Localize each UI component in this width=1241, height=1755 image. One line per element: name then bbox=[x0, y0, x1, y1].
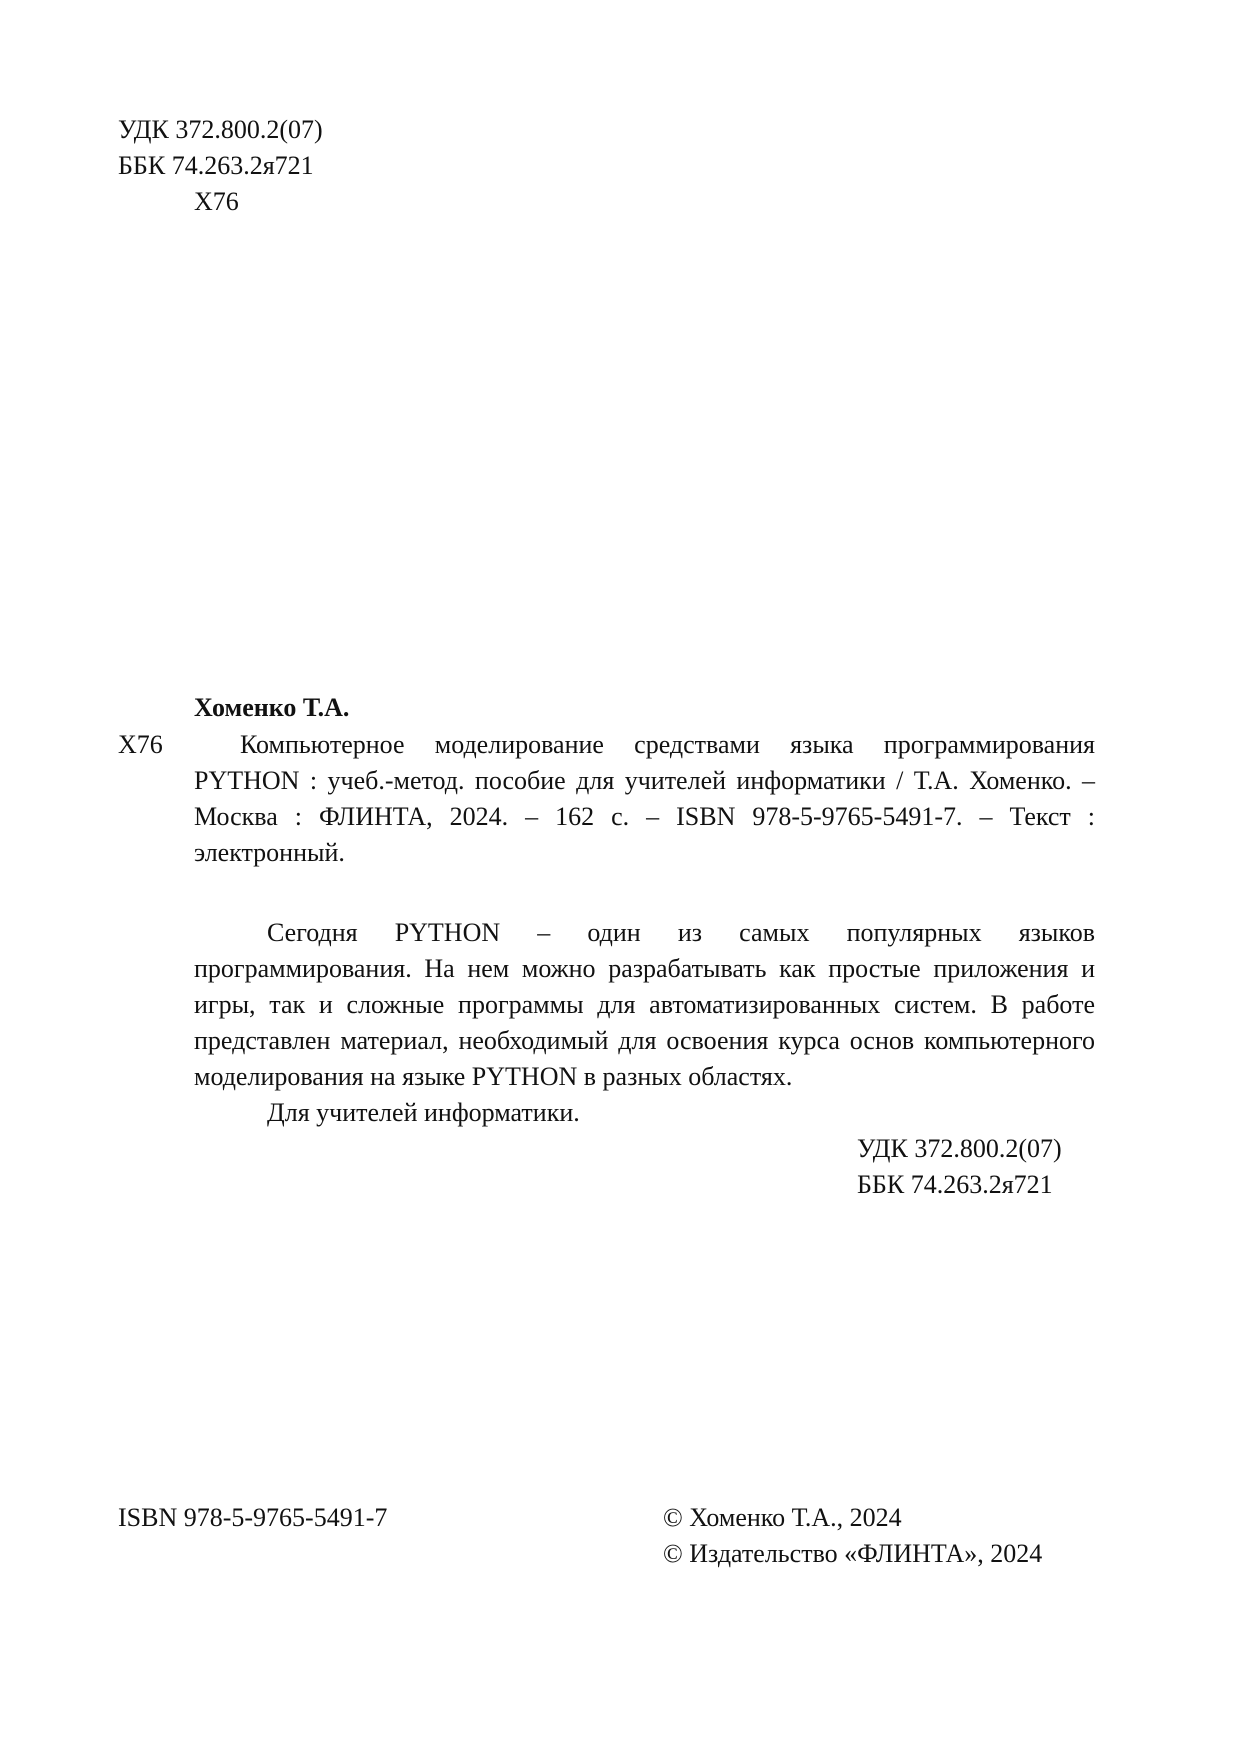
author-cutter-code: Х76 bbox=[194, 187, 239, 216]
bbk-code-bottom: ББК 74.263.2я721 bbox=[857, 1170, 1053, 1199]
bbk-code: ББК 74.263.2я721 bbox=[118, 151, 314, 180]
bibliographic-entry bbox=[194, 727, 1095, 871]
bibliography-cutter-code: Х76 bbox=[118, 730, 163, 759]
top-classification-codes bbox=[118, 112, 323, 220]
udk-code-bottom: УДК 372.800.2(07) bbox=[857, 1134, 1062, 1163]
annotation bbox=[194, 915, 1095, 1131]
bibliographic-entry-text: Компьютерное моделирование средствами языка программирования PYTHON : учеб.-метод. пособие для учителей информатики / Т.А. Хоменко. – Москва : ФЛИНТА, 2024. – 162 с. – ISBN 978-5-9765-5491-7. – Текст : электронный. bbox=[194, 730, 1095, 867]
isbn-number: ISBN 978-5-9765-5491-7 bbox=[118, 1503, 388, 1532]
annotation-paragraph: Сегодня PYTHON – один из самых популярных языков программирования. На нем можно разрабатывать как простые приложения и игры, так и сложные программы для автоматизированных систем. В работе представлен материал, необходимый для освоения курса основ компьютерного моделирования на языке PYTHON в разных областях. bbox=[194, 918, 1095, 1091]
copyright-block bbox=[663, 1500, 1042, 1572]
copyright-publisher: © Издательство «ФЛИНТА», 2024 bbox=[663, 1539, 1043, 1568]
author-heading: Хоменко Т.А. bbox=[194, 693, 350, 722]
copyright-author: © Хоменко Т.А., 2024 bbox=[663, 1503, 902, 1532]
udk-code: УДК 372.800.2(07) bbox=[118, 115, 323, 144]
audience-note: Для учителей информатики. bbox=[267, 1098, 580, 1127]
bottom-classification-codes bbox=[857, 1131, 1062, 1203]
